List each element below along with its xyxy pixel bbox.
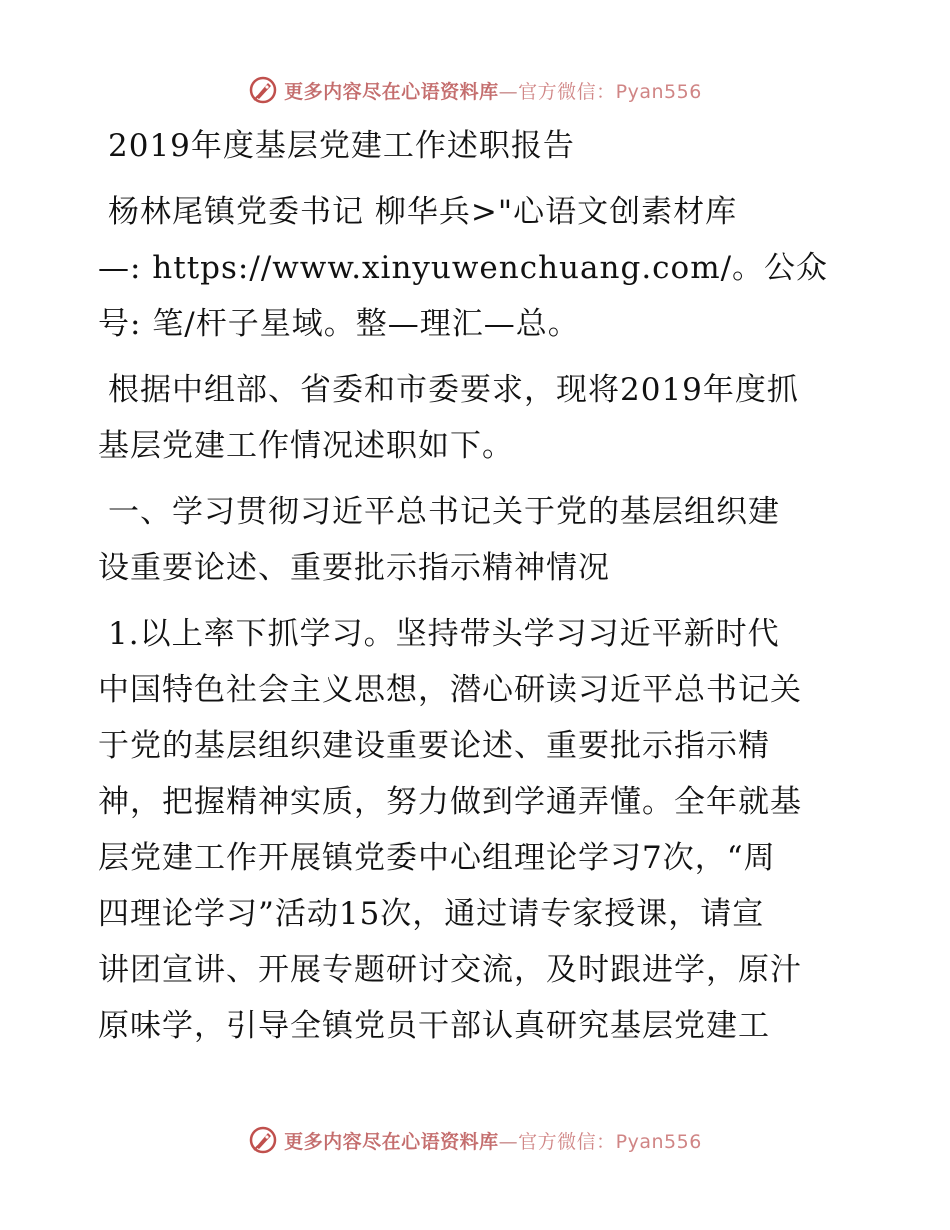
pen-nib-logo-icon <box>248 75 278 105</box>
section-heading-1 <box>98 484 858 596</box>
author-line: 杨林尾镇党委书记 柳华兵>"心语文创素材库 <box>108 194 738 230</box>
paragraph-line: 四理论学习”活动15次，通过请专家授课，请宣 <box>98 896 765 932</box>
author-line: 号: 笔/杆子星域。整—理汇—总。 <box>98 306 580 342</box>
footer-watermark <box>0 1120 950 1160</box>
watermark-separator: — <box>498 1130 519 1153</box>
paragraph-line: 于党的基层组织建设重要论述、重要批示指示精 <box>98 728 770 764</box>
paragraph-line: 讲团宣讲、开展专题研讨交流，及时跟进学，原汁 <box>98 952 802 988</box>
watermark-wechat: 官方微信：Pyan556 <box>518 1130 702 1153</box>
watermark-wechat: 官方微信：Pyan556 <box>518 80 702 103</box>
paragraph-line: 1.以上率下抓学习。坚持带头学习习近平新时代 <box>108 616 780 652</box>
body-paragraph-1 <box>98 606 858 1054</box>
paragraph-line: 层党建工作开展镇党委中心组理论学习7次，“周 <box>98 840 776 876</box>
document-title: 2019年度基层党建工作述职报告 <box>108 128 575 164</box>
paragraph-line: 神，把握精神实质，努力做到学通弄懂。全年就基 <box>98 784 802 820</box>
document-body <box>98 118 858 1054</box>
watermark-separator: — <box>498 80 519 103</box>
intro-line: 根据中组部、省委和市委要求，现将2019年度抓 <box>108 372 799 408</box>
intro-paragraph <box>98 362 858 474</box>
intro-line: 基层党建工作情况述职如下。 <box>98 428 514 464</box>
watermark-site-name: 更多内容尽在心语资料库 <box>284 1130 499 1153</box>
paragraph-line: 中国特色社会主义思想，潜心研读习近平总书记关 <box>98 672 802 708</box>
pen-nib-logo-icon <box>248 1125 278 1155</box>
author-block <box>98 184 858 352</box>
author-line: —: https://www.xinyuwenchuang.com/。公众 <box>98 250 829 286</box>
section-heading-line: 一、学习贯彻习近平总书记关于党的基层组织建 <box>108 494 780 530</box>
watermark-site-name: 更多内容尽在心语资料库 <box>284 80 499 103</box>
header-watermark <box>0 70 950 110</box>
paragraph-line: 原味学，引导全镇党员干部认真研究基层党建工 <box>98 1008 770 1044</box>
section-heading-line: 设重要论述、重要批示指示精神情况 <box>98 550 610 586</box>
